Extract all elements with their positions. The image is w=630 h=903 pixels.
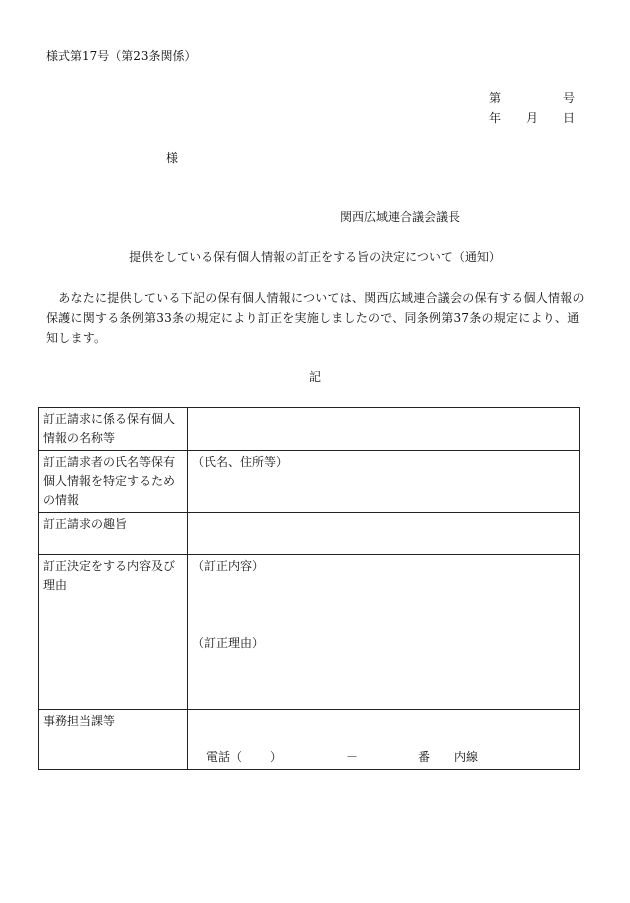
correction-reason-note: （訂正理由） [192,636,265,650]
body-paragraph: あなたに提供している下記の保有個人情報については、関西広域連合議会の保有する個人情報の保護に関する条例第33条の規定により訂正を実施しましたので、同条例第37条の規定により、通知します。 [46,291,585,345]
table-row [39,555,580,710]
date-month: 月 [525,111,538,125]
row-label: 事務担当課等 [39,710,188,770]
sender: 関西広域連合議会議長 [340,210,461,224]
row-label: 訂正請求に係る保有個人情報の名称等 [39,408,188,451]
input-cell-request-purpose[interactable] [188,513,580,555]
table-row [39,408,580,451]
table-row [39,710,580,770]
number-dai: 第 [489,91,502,105]
input-cell-requester[interactable] [188,451,580,513]
row-label: 訂正決定をする内容及び理由 [39,555,188,710]
requester-note: （氏名、住所等） [192,455,289,469]
input-cell-contact[interactable] [188,710,580,770]
phone-extension: 内線 [454,750,479,764]
number-go: 号 [562,91,575,105]
ki-heading: 記 [308,370,321,384]
input-cell-information-name[interactable] [188,408,580,451]
date-day: 日 [562,111,575,125]
row-label: 訂正請求者の氏名等保有個人情報を特定するための情報 [39,451,188,513]
document-date [489,110,575,126]
table-row [39,513,580,555]
input-cell-correction[interactable] [188,555,580,710]
row-label: 訂正請求の趣旨 [39,513,188,555]
table-row [39,451,580,513]
correction-content-note: （訂正内容） [192,559,265,573]
phone-close: ） [270,750,283,764]
form-number: 様式第17号（第23条関係） [46,49,197,63]
information-table [38,407,580,770]
phone-line [192,748,575,767]
document-number [489,90,575,106]
date-year: 年 [489,111,502,125]
phone-ban: 番 [418,750,431,764]
phone-label: 電話（ [206,750,243,764]
document-title: 提供をしている保有個人情報の訂正をする旨の決定について（通知） [129,250,501,264]
addressee: 様 [166,151,179,165]
phone-dash: － [346,750,359,764]
